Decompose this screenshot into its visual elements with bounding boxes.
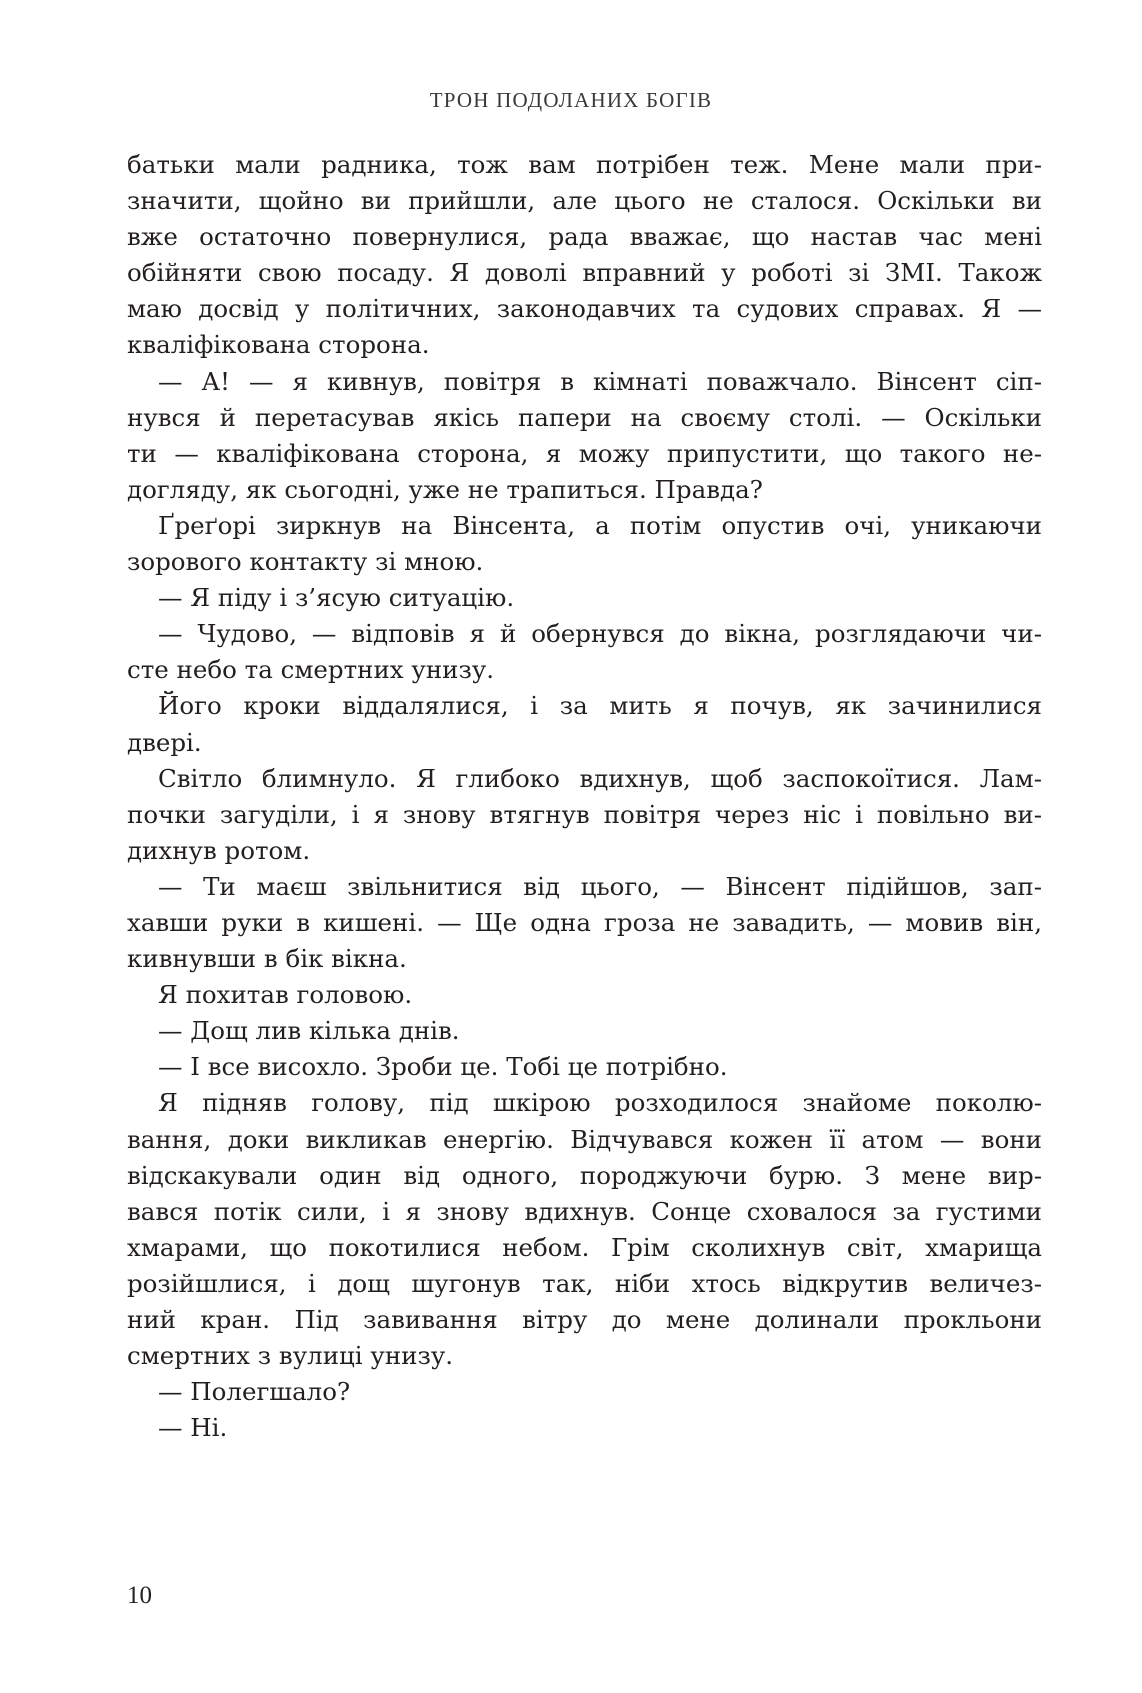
body-text [127,147,1042,1446]
text-line: кваліфікована сторона. [127,330,430,360]
text-line: — Ні. [158,1413,228,1443]
text-line: обійняти свою посаду. Я доволі вправний у роботі зі ЗМІ. Також [127,258,1042,288]
text-line: двері. [127,727,202,757]
text-line: почки загуділи, і я знову втягнув повітря через ніс і повільно ви- [127,799,1042,829]
text-line: кивнувши в бік вікна. [127,944,407,974]
text-line: значити, щойно ви прийшли, але цього не сталося. Оскільки ви [127,186,1042,216]
text-line: маю досвід у політичних, законодавчих та судових справах. Я — [127,294,1042,324]
text-line: Ґреґорі зиркнув на Вінсента, а потім опустив очі, уникаючи [158,510,1042,540]
text-line: хмарами, що покотилися небом. Грім сколихнув світ, хмарища [127,1232,1042,1262]
text-line: сте небо та смертних унизу. [127,655,495,685]
text-line: — А! — я кивнув, повітря в кімнаті поважчало. Вінсент сіп- [158,366,1042,396]
text-line: розійшлися, і дощ шугонув так, ніби хтось відкрутив величез- [127,1268,1042,1298]
text-line: нувся й перетасував якісь папери на своєму столі. — Оскільки [127,402,1042,432]
text-line: хавши руки в кишені. — Ще одна гроза не завадить, — мовив він, [127,907,1042,937]
text-line: смертних з вулиці унизу. [127,1341,454,1371]
text-line: відскакували один від одного, породжуючи бурю. З мене вир- [127,1160,1042,1190]
text-line: ний кран. Під завивання вітру до мене долинали прокльони [127,1305,1042,1334]
text-line: зорового контакту зі мною. [127,547,484,577]
text-line: вже остаточно повернулися, рада вважає, що настав час мені [127,222,1042,252]
text-line: Світло блимнуло. Я глибоко вдихнув, щоб заспокоїтися. Лам- [158,763,1042,793]
text-line: ти — кваліфікована сторона, я можу припустити, що такого не- [127,438,1042,468]
text-line: — Дощ лив кілька днів. [158,1016,460,1046]
text-line: догляду, як сьогодні, уже не трапиться. Правда? [127,474,763,504]
text-line: вався потік сили, і я знову вдихнув. Сонце сховалося за густими [127,1196,1042,1226]
text-line: — Чудово, — відповів я й обернувся до вікна, розглядаючи чи- [158,619,1042,649]
text-line: Я похитав головою. [158,980,413,1010]
page-number: 10 [127,1582,152,1609]
text-line: батьки мали радника, тож вам потрібен теж. Мене мали при- [127,150,1042,179]
text-line: — І все висохло. Зроби це. Тобі це потрібно. [158,1052,728,1082]
text-line: Я підняв голову, під шкірою розходилося знайоме поколю- [158,1088,1042,1118]
text-line: — Я піду і з’ясую ситуацію. [158,583,515,613]
text-line: — Полегшало? [158,1377,351,1407]
text-line: Його кроки віддалялися, і за мить я почув, як зачинилися [158,691,1042,721]
running-header-title: ТРОН ПОДОЛАНИХ БОГІВ [429,88,713,112]
text-line: — Ти маєш звільнитися від цього, — Вінсент підійшов, зап- [158,871,1042,901]
text-line: вання, доки викликав енергію. Відчувався кожен її атом — вони [127,1124,1042,1154]
text-line: дихнув ротом. [127,835,311,865]
